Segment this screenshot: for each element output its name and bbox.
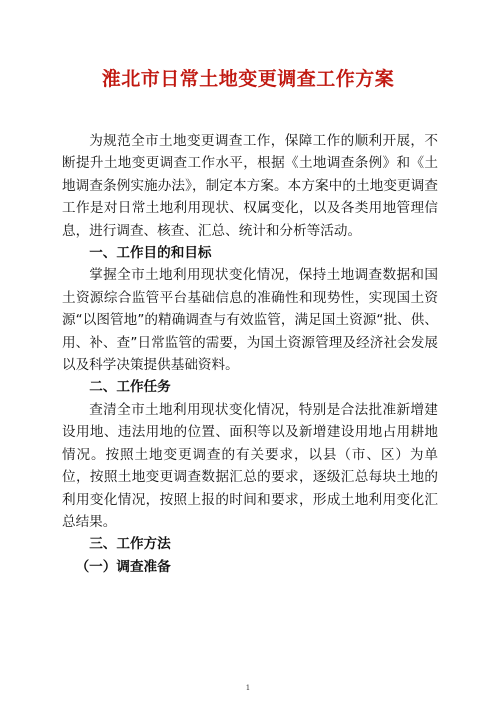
document-title: 淮北市日常土地变更调查工作方案 (101, 68, 395, 90)
goals-paragraph: 掌握全市土地利用现状变化情况，保持土地调查数据和国土资源综合监管平台基础信息的准确性和现势性，实现国土资源“以图管地”的精确调查与有效监管，满足国土资源“批、供、用、补、查”日常监管的需要，为国土资源管理及经济社会发展以及科学决策提供基础资料。 (62, 267, 438, 374)
tasks-paragraph: 查清全市土地利用现状变化情况，特别是合法批准新增建设用地、违法用地的位置、面积等以及新增建设用地占用耕地情况。按照土地变更调查的有关要求，以县（市、区）为单位，按照土地变更调查数据汇总的要求，逐级汇总每块土地的利用变化情况，按照上报的时间和要求，形成土地利用变化汇总结果。 (62, 401, 438, 530)
intro-paragraph: 为规范全市土地变更调查工作，保障工作的顺利开展，不断提升土地变更调查工作水平，根据《土地调查条例》和《土地调查条例实施办法》，制定本方案。本方案中的土地变更调查工作是对日常土地利用现状、权属变化，以及各类用地管理信息，进行调查、核查、汇总、统计和分析等活动。 (62, 133, 438, 239)
document-body (62, 130, 438, 578)
page-number: 1 (245, 684, 251, 692)
section-heading-goals: 一、工作目的和目标 (89, 245, 212, 262)
section-heading-tasks: 二、工作任务 (89, 379, 171, 396)
section-heading-methods: 三、工作方法 (89, 536, 171, 553)
subsection-heading-preparation: （一）调查准备 (75, 558, 171, 575)
